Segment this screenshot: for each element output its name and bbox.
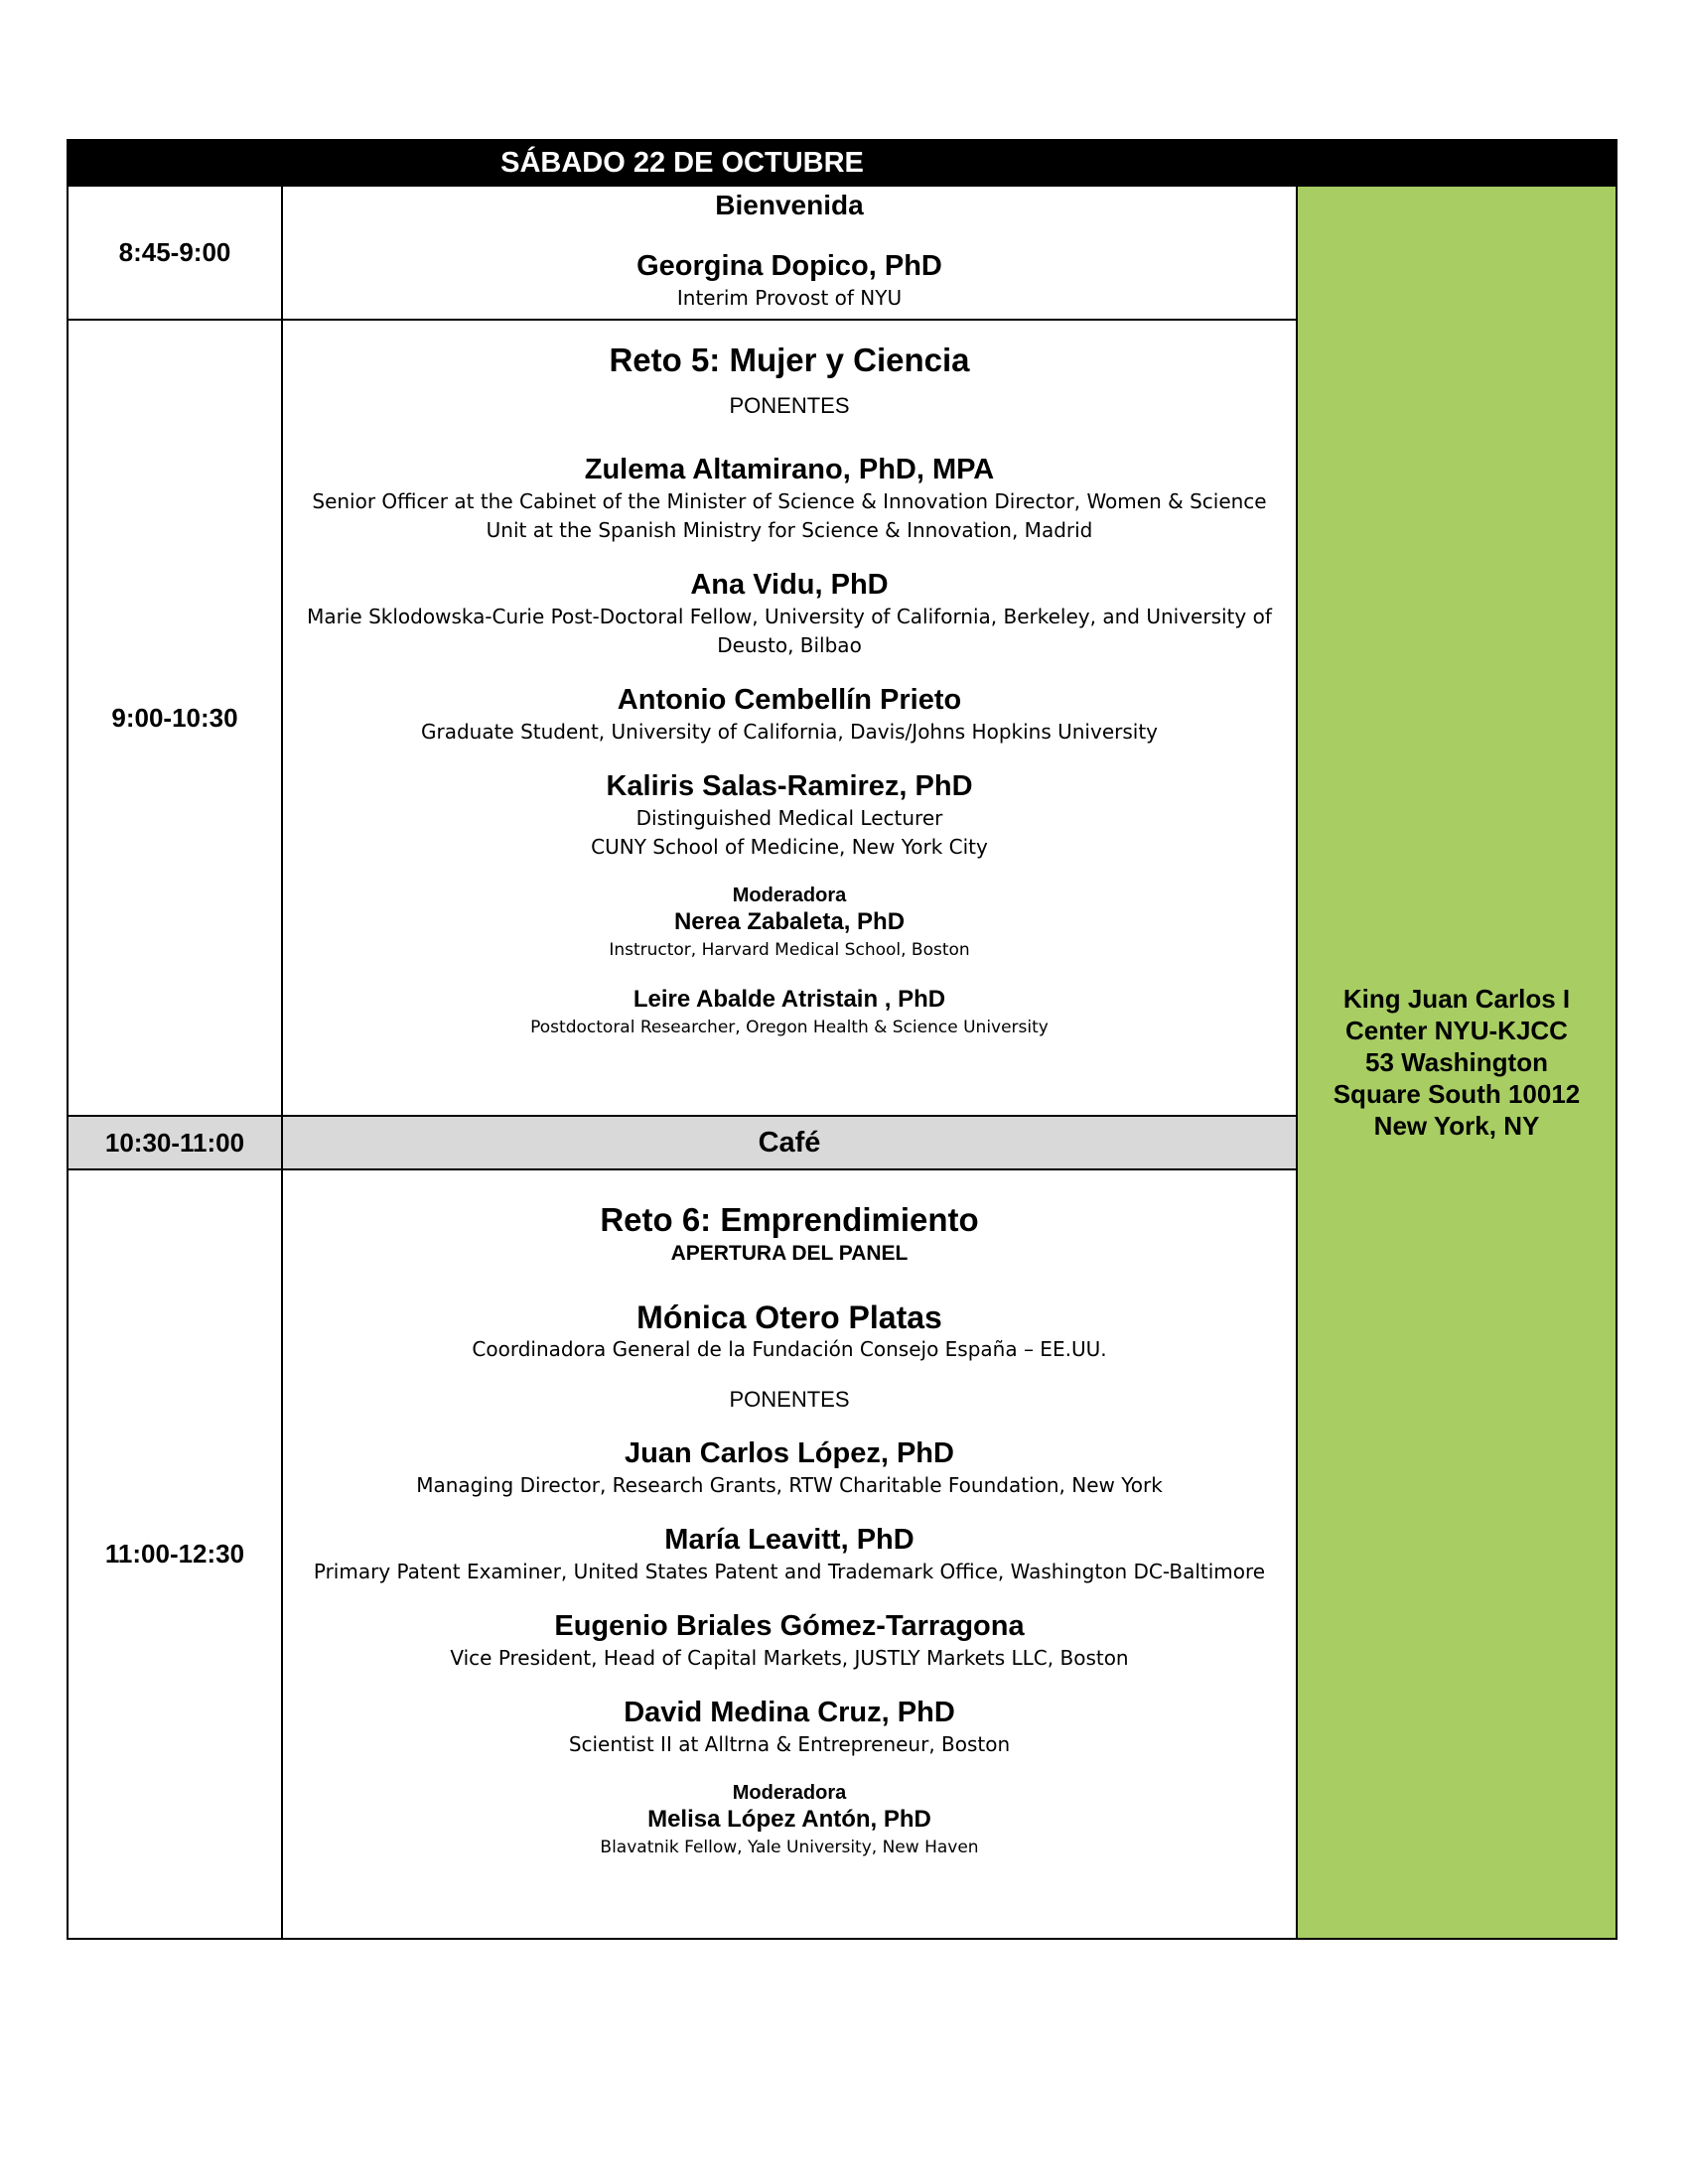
welcome-time: 8:45-9:00 [68,186,282,320]
speaker-name: María Leavitt, PhD [664,1524,914,1557]
venue-line: New York, NY [1373,1111,1540,1142]
moderator-affiliation: Instructor, Harvard Medical School, Boston [609,940,970,961]
speaker-name: David Medina Cruz, PhD [624,1697,955,1729]
speaker-affiliation: Managing Director, Research Grants, RTW Charitable Foundation, New York [416,1473,1163,1498]
speaker-affiliation: Vice President, Head of Capital Markets, JUSTLY Markets LLC, Boston [450,1646,1129,1671]
reto6-content [282,1169,1297,1939]
welcome-row [68,186,1617,320]
moderator-name: Nerea Zabaleta, PhD [673,908,906,936]
speaker-affiliation: Distinguished Medical Lecturer [635,806,943,831]
coffee-title: Café [282,1116,1297,1169]
coffee-time: 10:30-11:00 [68,1116,282,1169]
reto6-speakers-label: PONENTES [729,1387,850,1413]
moderator-label: Moderadora [732,885,847,907]
speaker-affiliation: Postdoctoral Researcher, Oregon Health & Science University [530,1018,1049,1038]
speaker-affiliation: Deusto, Bilbao [717,633,862,658]
venue-line: Square South 10012 [1333,1079,1581,1110]
reto5-content [282,320,1297,1116]
speaker-affiliation: CUNY School of Medicine, New York City [591,835,988,860]
reto5-title: Reto 5: Mujer y Ciencia [609,341,970,379]
speaker-affiliation: Scientist II at Alltrna & Entrepreneur, Boston [568,1732,1011,1757]
day-title: SÁBADO 22 DE OCTUBRE [68,140,1297,186]
opening-speaker-name: Mónica Otero Platas [636,1299,942,1336]
speaker-name: Kaliris Salas-Ramirez, PhD [606,770,973,803]
reto6-title: Reto 6: Emprendimiento [600,1201,979,1239]
welcome-speaker-name: Georgina Dopico, PhD [636,250,942,283]
venue-line: Center NYU-KJCC [1345,1016,1568,1046]
reto5-time: 9:00-10:30 [68,320,282,1116]
moderator-name: Melisa López Antón, PhD [647,1806,931,1834]
venue-line: 53 Washington [1365,1047,1548,1078]
reto5-speakers-label: PONENTES [729,393,850,419]
moderator-label: Moderadora [732,1782,847,1805]
reto6-time: 11:00-12:30 [68,1169,282,1939]
speaker-name: Leire Abalde Atristain , PhD [633,986,946,1014]
header-blank-cell [1297,140,1617,186]
moderator-affiliation: Blavatnik Fellow, Yale University, New Haven [600,1838,979,1858]
opening-speaker-affiliation: Coordinadora General de la Fundación Consejo España – EE.UU. [472,1337,1107,1362]
welcome-title: Bienvenida [715,190,864,221]
reto6-opening-label: APERTURA DEL PANEL [670,1242,909,1266]
day-header-row [68,140,1617,186]
speaker-name: Juan Carlos López, PhD [625,1437,954,1470]
schedule-table [67,139,1618,1940]
speaker-name: Eugenio Briales Gómez-Tarragona [554,1610,1025,1643]
speaker-affiliation: Unit at the Spanish Ministry for Science & Innovation, Madrid [486,518,1093,543]
speaker-affiliation: Marie Sklodowska-Curie Post-Doctoral Fellow, University of California, Berkeley, and University of [307,605,1272,629]
speaker-affiliation: Graduate Student, University of California, Davis/Johns Hopkins University [420,720,1159,745]
speaker-name: Antonio Cembellín Prieto [617,684,962,717]
speaker-affiliation: Primary Patent Examiner, United States Patent and Trademark Office, Washington DC-Baltimore [313,1560,1266,1584]
speaker-name: Zulema Altamirano, PhD, MPA [584,454,995,486]
speaker-name: Ana Vidu, PhD [690,569,889,602]
venue-cell [1297,186,1617,1939]
venue-line: King Juan Carlos I [1342,984,1571,1015]
welcome-content [282,186,1297,320]
welcome-speaker-affiliation: Interim Provost of NYU [676,286,903,311]
speaker-affiliation: Senior Officer at the Cabinet of the Minister of Science & Innovation Director, Women & Science [312,489,1267,514]
